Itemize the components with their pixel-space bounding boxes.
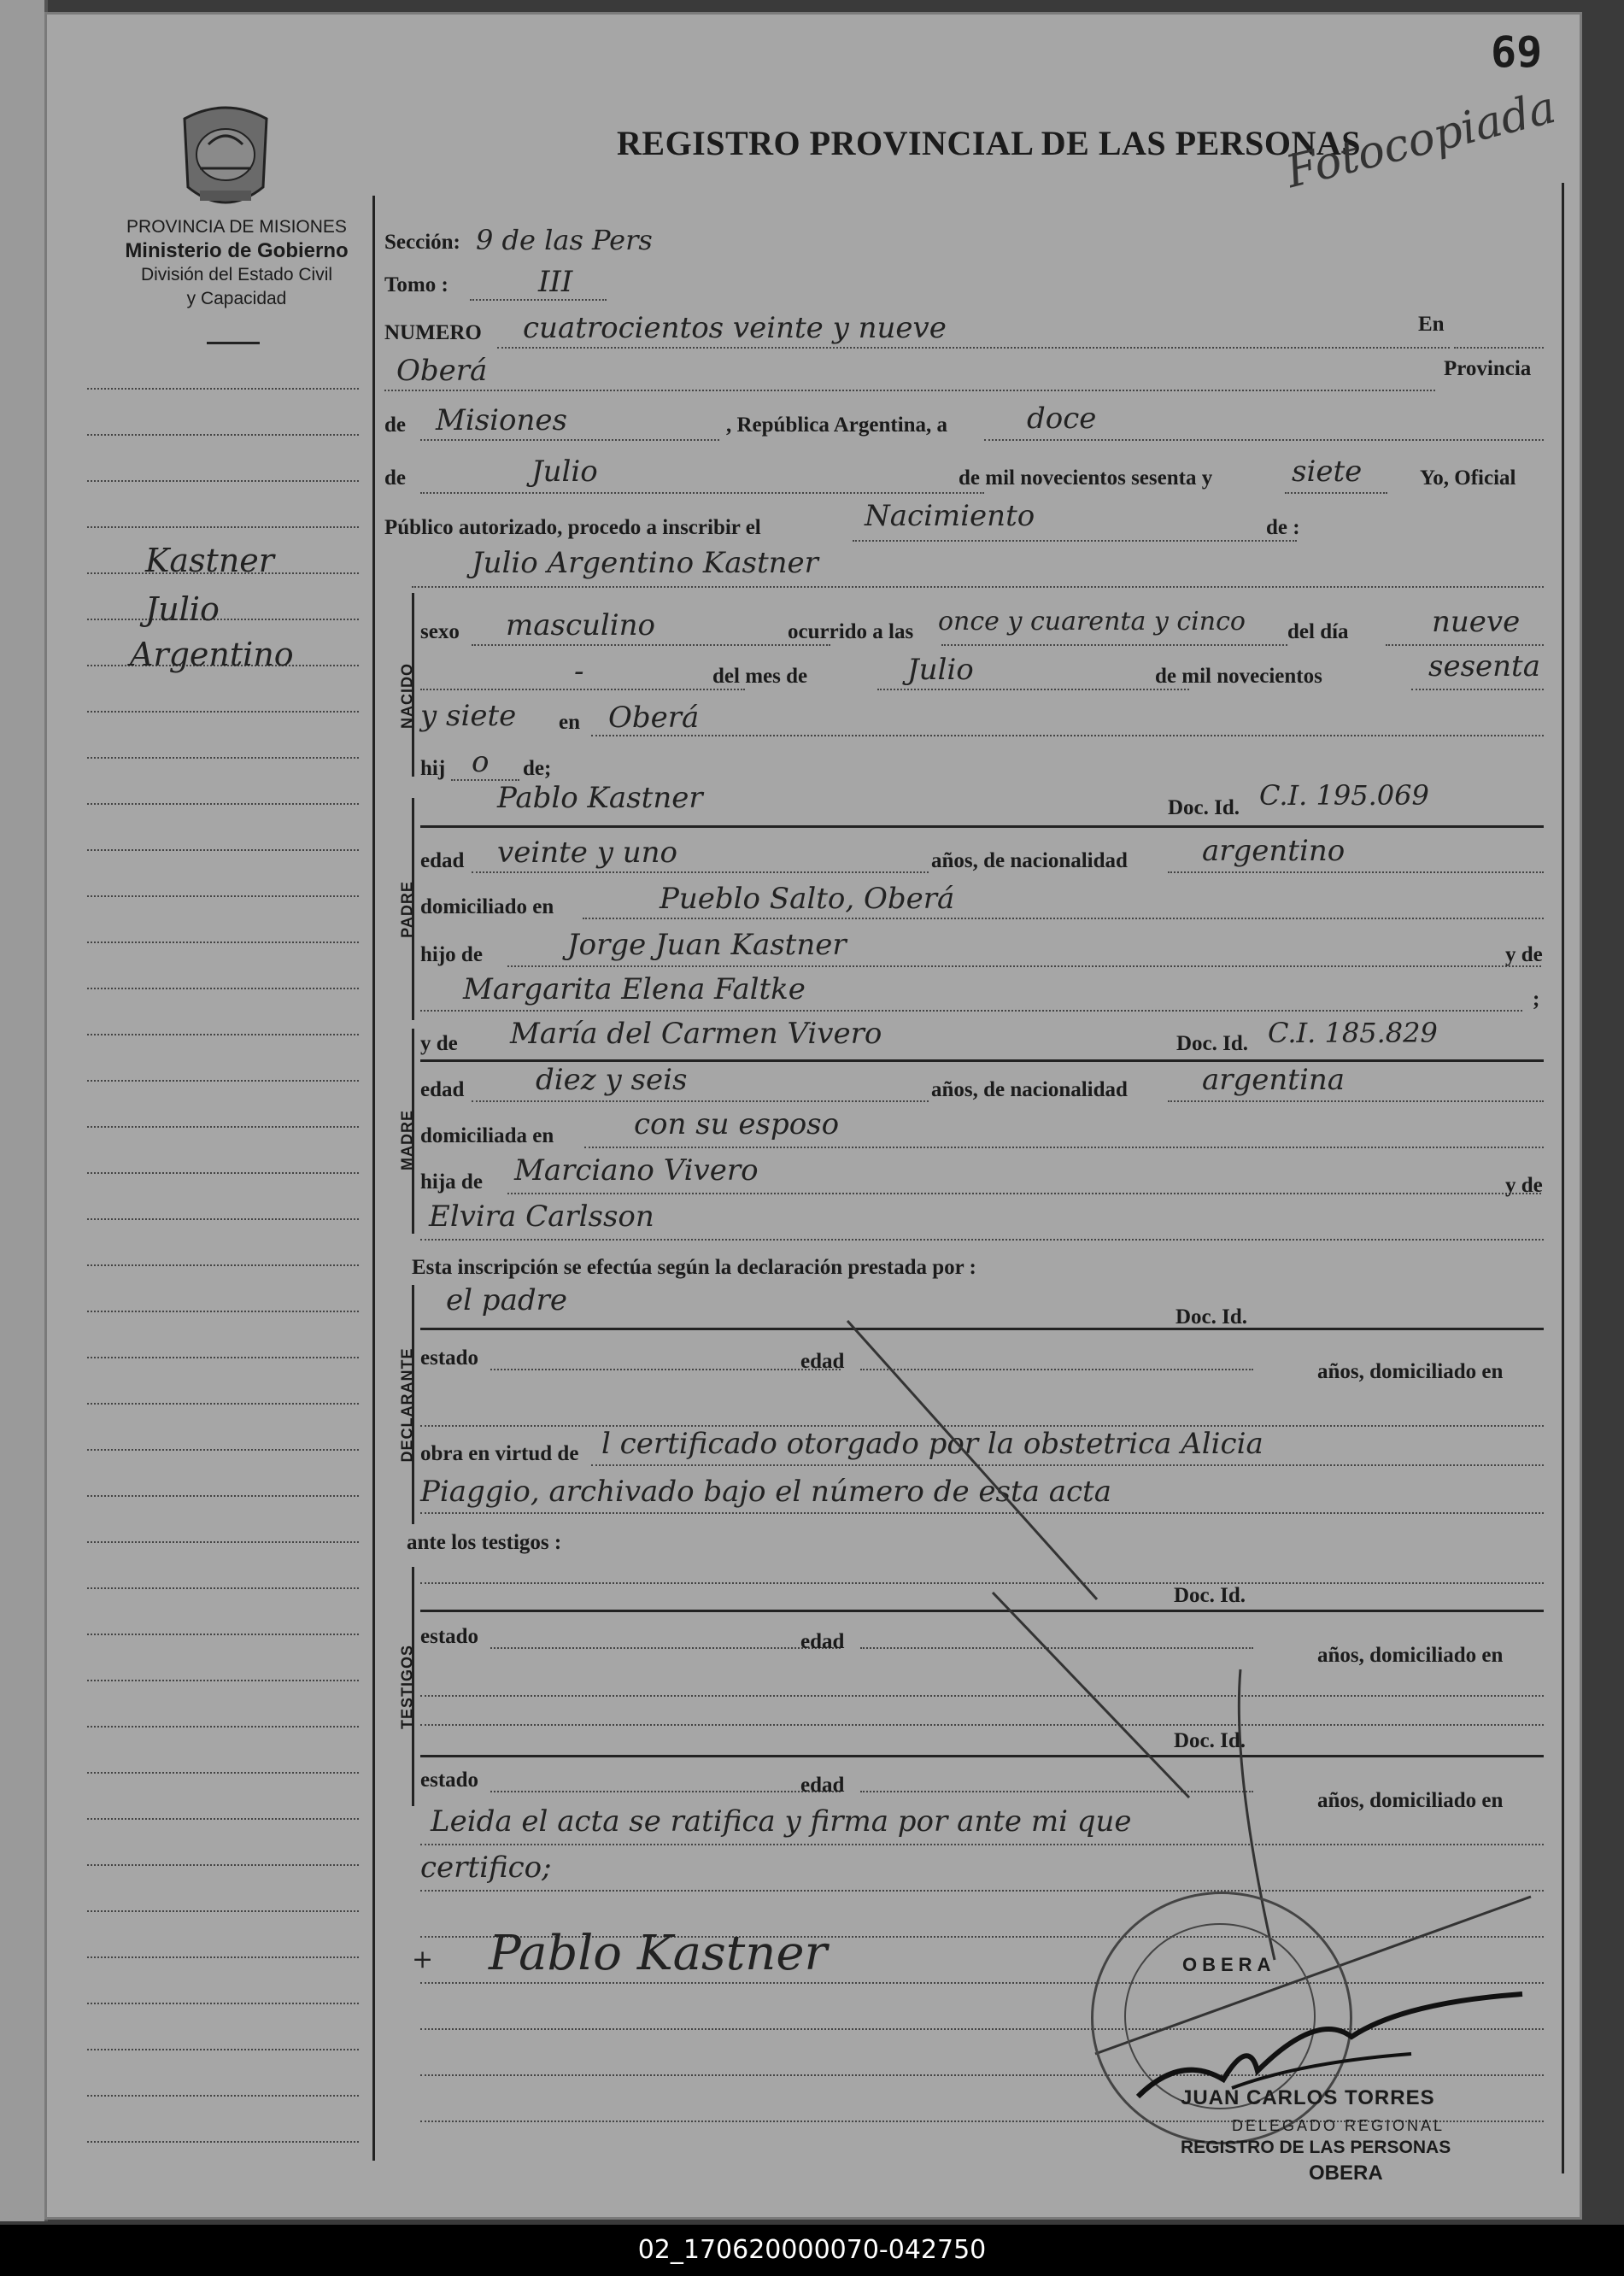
margin-middlename: Argentino xyxy=(130,636,294,673)
declarante-anios-label: años, domiciliado en xyxy=(1317,1360,1504,1383)
del-mes-label: del mes de xyxy=(712,665,808,688)
de3-label: de : xyxy=(1266,516,1300,539)
dia-value: nueve xyxy=(1432,605,1521,639)
padre-edad-value: veinte y uno xyxy=(497,836,677,870)
declarante-obra-value-2: Piaggio, archivado bajo el número de esta acta xyxy=(420,1475,1111,1509)
declarante-intro: Esta inscripción se efectúa según la declaración prestada por : xyxy=(412,1256,976,1279)
padre-nac-label: años, de nacionalidad xyxy=(931,849,1128,872)
padre-yde-label: y de xyxy=(1505,943,1543,966)
testigo2-estado-label: estado xyxy=(420,1769,479,1792)
padre-section-label: PADRE xyxy=(398,881,416,938)
madre-nac-label: años, de nacionalidad xyxy=(931,1078,1128,1101)
office-province: PROVINCIA DE MISIONES xyxy=(126,217,347,237)
binding-edge xyxy=(0,0,48,2221)
padre-domicilio-label: domiciliado en xyxy=(420,895,554,918)
page-title: REGISTRO PROVINCIAL DE LAS PERSONAS xyxy=(617,124,1362,162)
provincia-label: Provincia xyxy=(1444,357,1532,380)
declarante-section-label: DECLARANTE xyxy=(398,1347,416,1463)
official-city: OBERA xyxy=(1309,2162,1383,2185)
padre-hijo-label: hijo de xyxy=(420,943,483,966)
declarante-doc-label: Doc. Id. xyxy=(1175,1305,1248,1329)
anio-value: sesenta xyxy=(1428,649,1540,683)
republica-label: , República Argentina, a xyxy=(726,414,948,437)
testigo1-doc-label: Doc. Id. xyxy=(1174,1584,1246,1607)
seal-text: OBERA xyxy=(1182,1954,1276,1975)
sexo-label: sexo xyxy=(420,620,460,643)
footer-id: 02_170620000070-042750 xyxy=(0,2225,1624,2276)
testigos-section-label: TESTIGOS xyxy=(398,1645,416,1730)
closing-line-1: Leida el acta se ratifica y firma por ante mi que xyxy=(431,1804,1132,1839)
padre-father-value: Jorge Juan Kastner xyxy=(567,928,847,962)
testigo1-edad-label: edad xyxy=(800,1630,845,1653)
photocopy-annotation: Fotocopiada xyxy=(1281,81,1561,199)
padre-domicilio-value: Pueblo Salto, Oberá xyxy=(660,882,955,916)
testigo1-estado-label: estado xyxy=(420,1625,479,1648)
office-ministry: Ministerio de Gobierno xyxy=(125,239,349,262)
provincia-value: Misiones xyxy=(436,403,567,437)
tomo-value: III xyxy=(538,265,573,299)
madre-hija-label: hija de xyxy=(420,1170,483,1194)
padre-edad-label: edad xyxy=(420,849,465,872)
testigo2-edad-label: edad xyxy=(800,1774,845,1797)
office-division: División del Estado Civil xyxy=(140,265,333,284)
act-value: Nacimiento xyxy=(865,499,1035,533)
del-dia-label: del día xyxy=(1287,620,1349,643)
padre-semicolon: ; xyxy=(1533,988,1540,1011)
padre-mother-value: Margarita Elena Faltke xyxy=(463,972,806,1006)
hij-de-label: de; xyxy=(523,757,552,780)
declarante-estado-label: estado xyxy=(420,1346,479,1370)
madre-edad-label: edad xyxy=(420,1078,465,1101)
official-name: JUAN CARLOS TORRES xyxy=(1181,2086,1435,2109)
margin-surname: Kastner xyxy=(145,542,274,579)
madre-father-value: Marciano Vivero xyxy=(514,1153,759,1188)
madre-nac-value: argentina xyxy=(1202,1063,1346,1097)
declarante-name: el padre xyxy=(446,1283,567,1317)
official-office: REGISTRO DE LAS PERSONAS xyxy=(1181,2138,1451,2157)
person-name: Julio Argentino Kastner xyxy=(472,546,818,580)
month-value: Julio xyxy=(531,455,598,489)
ocurrido-label: ocurrido a las xyxy=(788,620,914,643)
testigos-intro: ante los testigos : xyxy=(407,1531,562,1554)
hij-value: o xyxy=(472,745,490,779)
testigo1-anios-label: años, domiciliado en xyxy=(1317,1644,1504,1667)
madre-yde-label: y de xyxy=(420,1032,458,1055)
hora-value: once y cuarenta y cinco xyxy=(938,607,1246,636)
lugar-en-label: en xyxy=(559,711,580,734)
place-value: Oberá xyxy=(396,354,488,388)
signature-cross: + xyxy=(412,1945,434,1974)
anio-value-2: y siete xyxy=(420,699,517,733)
year-label: de mil novecientos sesenta y xyxy=(959,466,1213,490)
madre-edad-value: diez y seis xyxy=(536,1063,688,1097)
de2-label: de xyxy=(384,466,406,490)
declarante-obra-value: l certificado otorgado por la obstetrica Alicia xyxy=(601,1427,1263,1461)
de-label: de xyxy=(384,414,406,437)
numero-value: cuatrocientos veinte y nueve xyxy=(523,311,947,345)
strike-lines xyxy=(44,12,1582,2220)
sexo-value: masculino xyxy=(506,608,656,642)
day-value: doce xyxy=(1027,402,1097,436)
madre-section-label: MADRE xyxy=(398,1110,416,1170)
testigo2-anios-label: años, domiciliado en xyxy=(1317,1789,1504,1812)
office-capacity: y Capacidad xyxy=(186,289,287,308)
mes-value: Julio xyxy=(907,653,974,687)
madre-yde2-label: y de xyxy=(1505,1174,1543,1197)
declarante-edad-label: edad xyxy=(800,1350,845,1373)
nacido-section-label: NACIDO xyxy=(398,663,416,729)
en-label: En xyxy=(1418,313,1445,336)
year-value: siete xyxy=(1292,455,1363,489)
madre-name: María del Carmen Vivero xyxy=(510,1017,882,1051)
record-page xyxy=(44,12,1582,2220)
publico-label: Público autorizado, procedo a inscribir el xyxy=(384,516,761,539)
madre-doc-value: C.I. 185.829 xyxy=(1268,1017,1438,1049)
tomo-label: Tomo : xyxy=(384,273,449,296)
dash-value: - xyxy=(574,654,584,689)
declarant-signature: Pablo Kastner xyxy=(489,1926,828,1981)
padre-doc-label: Doc. Id. xyxy=(1168,796,1240,819)
padre-name: Pablo Kastner xyxy=(497,781,703,815)
madre-mother-value: Elvira Carlsson xyxy=(429,1200,654,1234)
padre-nac-value: argentino xyxy=(1202,834,1346,868)
closing-line-2: certifico; xyxy=(420,1851,552,1885)
numero-label: NUMERO xyxy=(384,321,482,344)
anio-label: de mil novecientos xyxy=(1155,665,1322,688)
margin-firstname: Julio xyxy=(145,590,220,628)
padre-doc-value: C.I. 195.069 xyxy=(1259,779,1429,812)
madre-domicilio-value: con su esposo xyxy=(634,1107,840,1141)
seccion-label: Sección: xyxy=(384,231,460,254)
testigo2-doc-label: Doc. Id. xyxy=(1174,1729,1246,1752)
oficial-label: Yo, Oficial xyxy=(1420,466,1516,490)
madre-doc-label: Doc. Id. xyxy=(1176,1032,1249,1055)
lugar-value: Oberá xyxy=(608,701,700,735)
madre-domicilio-label: domiciliada en xyxy=(420,1124,554,1147)
official-title: DELEGADO REGIONAL xyxy=(1232,2117,1445,2134)
page-number: 69 xyxy=(1491,27,1543,77)
declarante-obra-label: obra en virtud de xyxy=(420,1442,579,1465)
hij-label: hij xyxy=(420,757,446,780)
seccion-value: 9 de las Pers xyxy=(476,224,653,256)
